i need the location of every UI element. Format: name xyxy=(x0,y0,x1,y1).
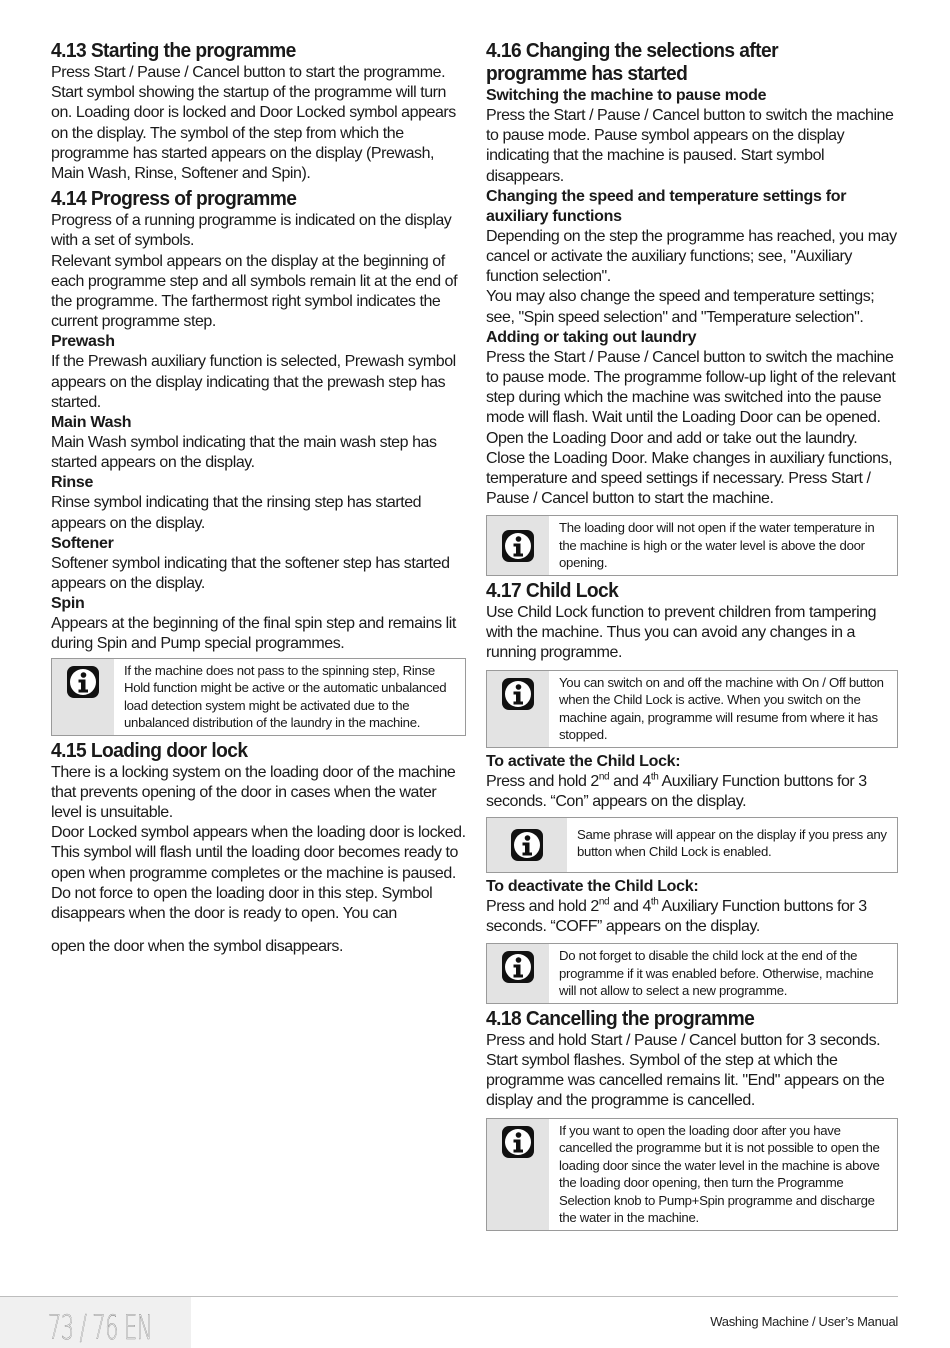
paragraph: Door Locked symbol appears when the loading door is locked. This symbol will flash until the loading door becomes ready to open when programme completes or the machine is paused. Do not force to open the loading door in this step. Symbol disappears when the door is ready to open. You can xyxy=(51,824,466,923)
subheading-rinse: Rinse xyxy=(51,474,94,492)
paragraph: Press and hold Start / Pause / Cancel button for 3 seconds. Start symbol flashes. Symbol of the step at which the programme was cancelled remains lit. "End" appears on the display and the programme is cancelled. xyxy=(486,1031,885,1110)
subheading-main-wash: Main Wash xyxy=(51,414,132,432)
paragraph xyxy=(486,897,898,937)
superscript: nd xyxy=(598,896,610,908)
info-note xyxy=(486,943,898,1004)
paragraph: Press the Start / Pause / Cancel button to switch the machine to pause mode. Pause symbol appears on the display indicating that the machine is paused. Start symbol disappears. xyxy=(486,107,894,185)
paragraph: If the Prewash auxiliary function is selected, Prewash symbol appears on the display indicating that the prewash step has started. xyxy=(51,353,456,411)
info-icon xyxy=(487,818,567,872)
info-icon xyxy=(487,1119,549,1230)
superscript: nd xyxy=(598,771,610,783)
paragraph: Use Child Lock function to prevent children from tampering with the machine. Thus you can avoid any changes in a running programme. xyxy=(486,603,877,662)
subheading-prewash: Prewash xyxy=(51,333,115,351)
text-span: and 4 xyxy=(609,897,651,915)
text-span: and 4 xyxy=(609,772,651,790)
text-span: Auxiliary Function buttons for 3 seconds. “Con” appears on the display. xyxy=(486,772,867,810)
subheading-activate-child-lock: To activate the Child Lock: xyxy=(486,752,681,770)
paragraph: Relevant symbol appears on the display at the beginning of each programme step and all symbols remain lit at the end of the programme. The farthermost right symbol indicates the current programme step. xyxy=(51,252,458,331)
page-number: 73 / 76 EN xyxy=(48,1308,152,1348)
subheading-speed-temperature: Changing the speed and temperature settings for auxiliary functions xyxy=(486,187,847,225)
paragraph: Softener symbol indicating that the softener step has started appears on the display. xyxy=(51,554,450,593)
info-note xyxy=(486,817,898,873)
section-title-4-13: 4.13 Starting the programme xyxy=(51,40,296,62)
info-icon xyxy=(487,671,549,747)
superscript: th xyxy=(650,896,659,908)
left-column xyxy=(51,40,466,958)
info-icon xyxy=(487,516,549,575)
note-text: The loading door will not open if the water temperature in the machine is high or the water level is above the door opening. xyxy=(559,520,875,571)
section-title-4-14: 4.14 Progress of programme xyxy=(51,188,297,211)
subheading-softener: Softener xyxy=(51,534,114,552)
note-text: Same phrase will appear on the display if you press any button when Child Lock is enabled. xyxy=(577,826,887,860)
text-span: Press and hold 2 xyxy=(486,897,599,915)
footer-divider xyxy=(0,1296,898,1297)
subheading-adding-laundry: Adding or taking out laundry xyxy=(486,328,697,346)
info-note xyxy=(486,670,898,748)
manual-title: Washing Machine / User’s Manual xyxy=(710,1314,898,1329)
info-note xyxy=(51,658,466,736)
paragraph xyxy=(486,772,898,812)
paragraph: You may also change the speed and temperature settings; see, "Spin speed selection" and "Temperature selection". xyxy=(486,288,875,326)
note-text: If the machine does not pass to the spinning step, Rinse Hold function might be active or the automatic unbalanced load detection system might be activated due to the unbalanced distribution of the laundry in the machine. xyxy=(124,662,447,731)
paragraph: Appears at the beginning of the final spin step and remains lit during Spin and Pump special programmes. xyxy=(51,615,456,653)
note-text: Do not forget to disable the child lock at the end of the programme if it was enabled before. Otherwise, machine will not allow to select a new programme. xyxy=(559,948,874,999)
paragraph: open the door when the symbol disappears. xyxy=(51,938,343,956)
paragraph: Progress of a running programme is indicated on the display with a set of symbols. xyxy=(51,212,452,250)
subheading-spin: Spin xyxy=(51,595,85,613)
note-text: If you want to open the loading door after you have cancelled the programme but it is not possible to open the loading door since the water level in the machine is above the loading door opening, then turn the Programme Selection knob to Pump+Spin programme and discharge the water in the machine. xyxy=(559,1122,880,1226)
paragraph: There is a locking system on the loading door of the machine that prevents opening of the door in cases when the water level is unsuitable. xyxy=(51,763,456,822)
paragraph: Main Wash symbol indicating that the main wash step has started appears on the display. xyxy=(51,434,437,472)
section-title-4-17: 4.17 Child Lock xyxy=(486,579,619,602)
section-title-4-15: 4.15 Loading door lock xyxy=(51,739,248,762)
paragraph: Depending on the step the programme has reached, you may cancel or activate the auxiliary functions; see, "Auxiliary function selection". xyxy=(486,227,897,286)
superscript: th xyxy=(650,771,659,783)
text-span: Press and hold 2 xyxy=(486,772,599,790)
info-icon xyxy=(487,944,549,1003)
right-column xyxy=(486,40,898,1235)
section-title-4-18: 4.18 Cancelling the programme xyxy=(486,1007,755,1030)
paragraph: Press the Start / Pause / Cancel button to switch the machine to pause mode. The programme follow-up light of the relevant step during which the machine was switched into the pause mode will flash. Wait until the Loading Door can be opened. Open the Loading Door and add or take out the laundry. Close the Loading Door. Make changes in auxiliary functions, temperature and speed settings if necessary. Press Start / Pause / Cancel button to start the machine. xyxy=(486,348,896,508)
info-icon xyxy=(52,659,114,735)
note-text: You can switch on and off the machine with On / Off button when the Child Lock is active. When you switch on the machine again, programme will resume from where it has stopped. xyxy=(559,674,884,743)
info-note xyxy=(486,1118,898,1231)
info-note xyxy=(486,515,898,576)
text-span: Auxiliary Function buttons for 3 seconds. “COFF” appears on the display. xyxy=(486,897,867,936)
subheading-deactivate-child-lock: To deactivate the Child Lock: xyxy=(486,877,699,895)
paragraph: Rinse symbol indicating that the rinsing step has started appears on the display. xyxy=(51,494,422,532)
paragraph: Press Start / Pause / Cancel button to start the programme. Start symbol showing the startup of the programme will turn on. Loading door is locked and Door Locked symbol appears on the display. The symbol of the step from which the programme has started appears on the display (Prewash, Main Wash, Rinse, Softener and Spin). xyxy=(51,64,456,183)
subheading-pause-mode: Switching the machine to pause mode xyxy=(486,87,767,104)
section-title-4-16: 4.16 Changing the selections after programme has started xyxy=(486,40,778,85)
